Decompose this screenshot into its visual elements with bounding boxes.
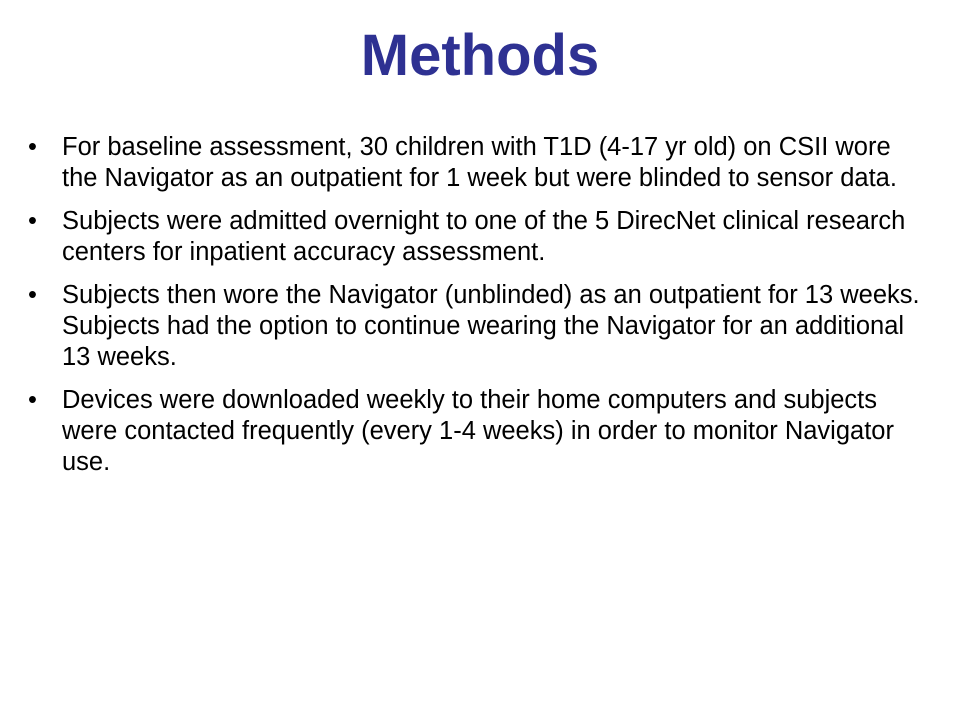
bullet-item: [28, 206, 928, 268]
bullet-icon: •: [28, 386, 37, 414]
bullet-icon: •: [28, 133, 37, 161]
bullet-item: [28, 385, 928, 478]
bullet-icon: •: [28, 207, 37, 235]
bullet-icon: •: [28, 281, 37, 309]
bullet-text: Subjects were admitted overnight to one of the 5 DirecNet clinical research centers for inpatient accuracy assessment.: [62, 207, 906, 266]
bullet-text: Subjects then wore the Navigator (unblinded) as an outpatient for 13 weeks. Subjects had the option to continue wearing the Navigator for an additional 13 weeks.: [62, 281, 920, 371]
bullet-list: [28, 132, 928, 490]
bullet-text: Devices were downloaded weekly to their home computers and subjects were contacted frequently (every 1-4 weeks) in order to monitor Navigator use.: [62, 386, 894, 476]
slide-title: Methods: [360, 23, 600, 88]
bullet-text: For baseline assessment, 30 children with T1D (4-17 yr old) on CSII wore the Navigator as an outpatient for 1 week but were blinded to sensor data.: [62, 133, 897, 192]
bullet-item: [28, 280, 928, 373]
bullet-item: [28, 132, 928, 194]
